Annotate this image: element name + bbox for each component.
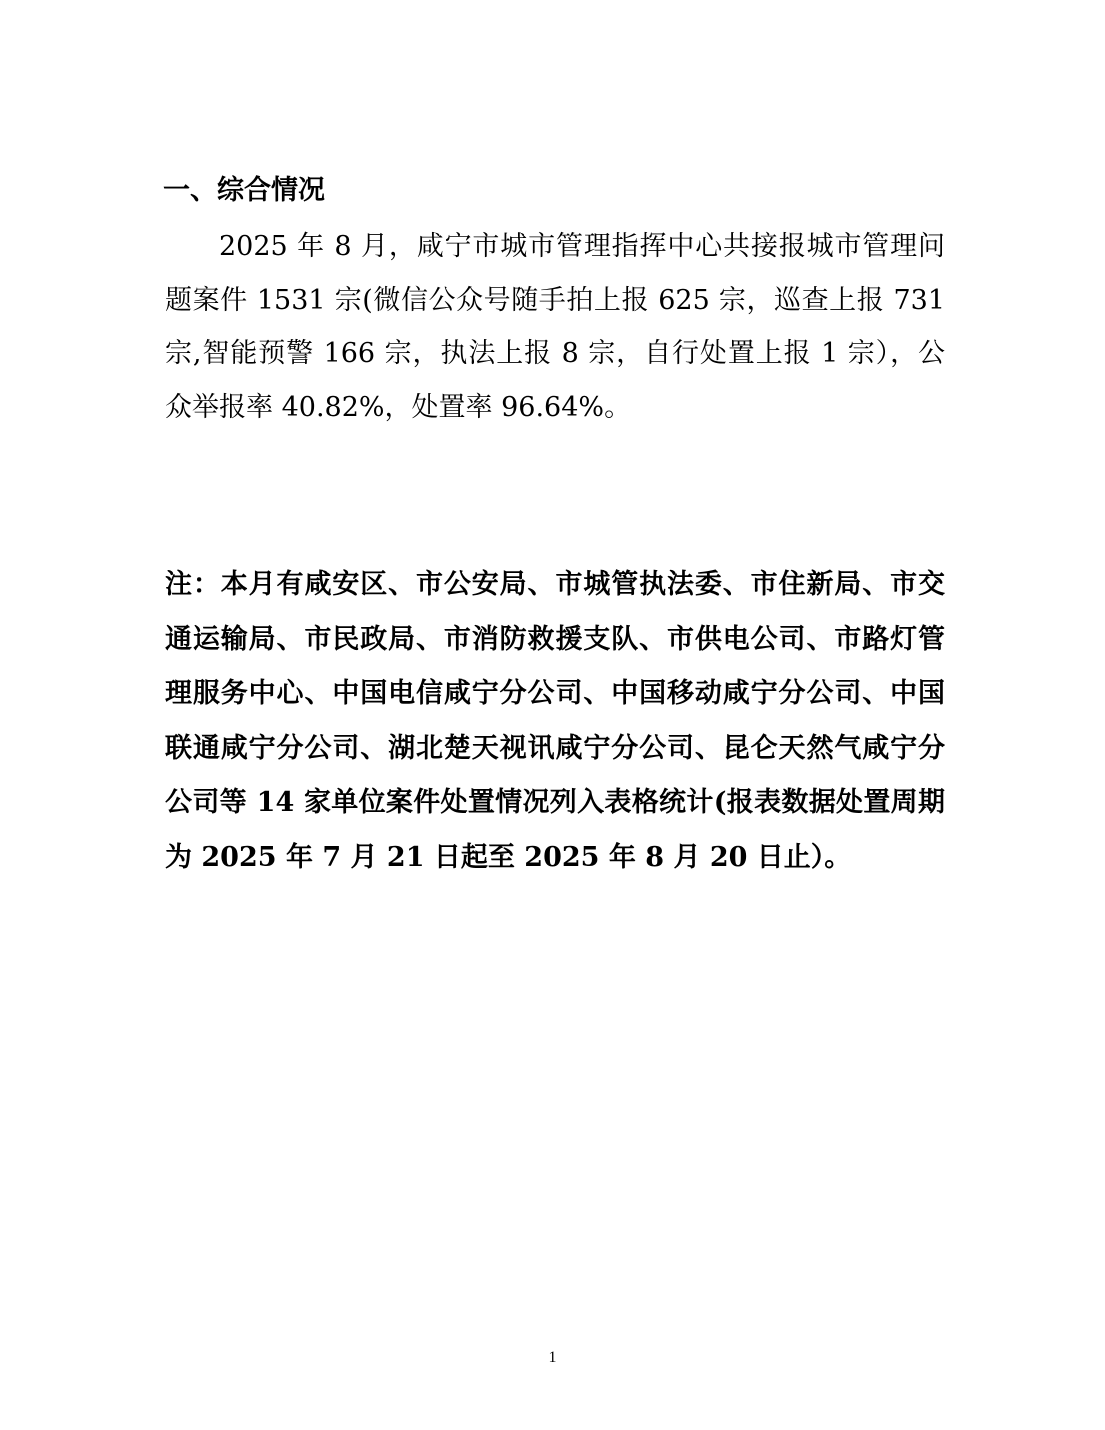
section-heading: 一、综合情况 bbox=[163, 175, 325, 206]
page-number: 1 bbox=[548, 1349, 557, 1366]
note-paragraph: 注：本月有咸安区、市公安局、市城管执法委、市住新局、市交通运输局、市民政局、市消防救援支队、市供电公司、市路灯管理服务中心、中国电信咸宁分公司、中国移动咸宁分公司、中国联通咸宁分公司、湖北楚天视讯咸宁分公司、昆仑天然气咸宁分公司等 14 家单位案件处置情况列入表格统计(报表数据处置周期为 2025 年 7 月 21 日起至 2025 年 8 月 20 日止）。 bbox=[165, 569, 945, 873]
summary-paragraph: 2025 年 8 月，咸宁市城市管理指挥中心共接报城市管理问题案件 1531 宗(微信公众号随手拍上报 625 宗，巡查上报 731 宗,智能预警 166 宗，执法上报 8 宗，自行处置上报 1 宗），公众举报率 40.82%，处置率 96.64%。 bbox=[165, 231, 945, 423]
